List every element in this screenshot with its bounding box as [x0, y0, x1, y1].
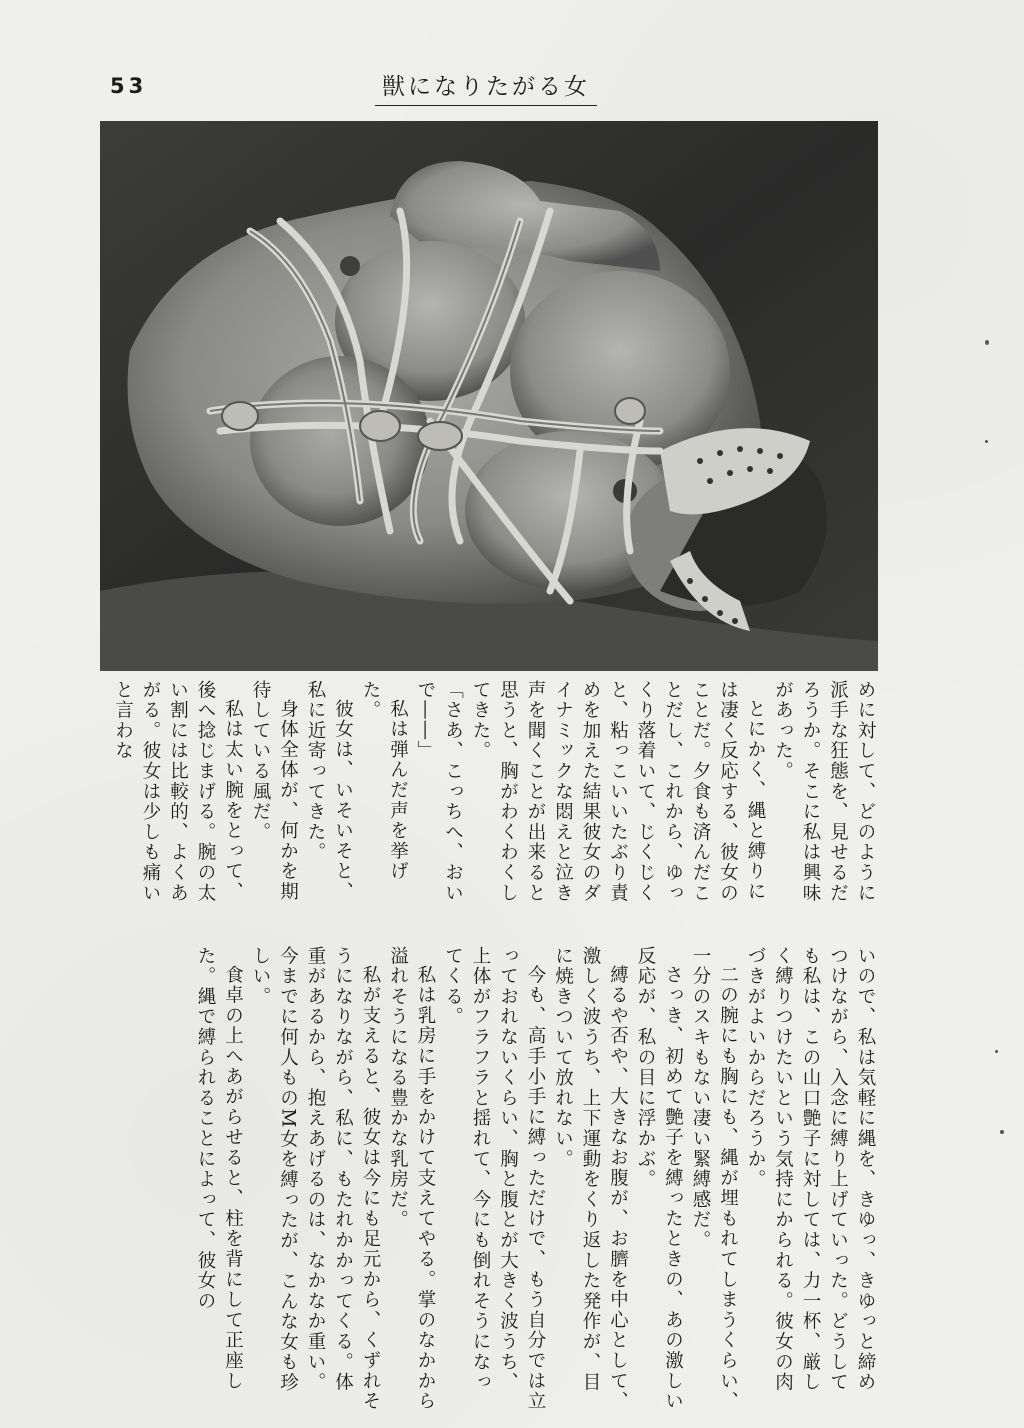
paragraph: とにかく、縄と縛りには凄く反応する、彼女のことだ。夕食も済んだことだし、これから、ゆっくり落着いて、じくじくと、粘っこいいたぶり責めを加えた結果彼女のダイナミックな悶えと泣き声を聞くことが出来ると思うと、胸がわくわくしてきた。	[470, 680, 766, 904]
speck	[985, 340, 989, 345]
lower-text-column	[97, 946, 879, 1412]
paragraph: 彼女は、いそいそと、私に近寄ってきた。	[305, 680, 354, 902]
paragraph: 私が支えると、彼女は今にも足元から、くずれそうになりながら、私に、もたれかかってくる。体重があるから、抱えあげるのは、なかなか重い。今までに何人ものM女を縛ったが、こんな女も珍しい。	[250, 946, 381, 1412]
paragraph: めに対して、どのように派手な狂態を、見せるだろうか。そこに私は興味があった。	[772, 680, 876, 904]
paragraph: いので、私は気軽に縄を、きゆっ、きゆっと締めつけながら、入念に縛り上げていった。どうしても私は、この山口艶子に対しては、力一杯、厳しく縛りつけたいという気持にかられる。彼女の肉づきがよいからだろうか。	[745, 946, 876, 1393]
paragraph: 縛るや否や、大きなお腹が、お臍を中心として、激しく波うち、上下運動をくり返した発作が、目に焼きついて放れない。	[552, 946, 629, 1412]
speck	[1000, 1130, 1004, 1134]
paragraph: 二の腕にも胸にも、縄が埋もれてしまうくらい、一分のスキもない凄い緊縛感だ。	[690, 946, 739, 1412]
photo-illustration	[100, 121, 878, 671]
paragraph: 私は乳房に手をかけて支えてやる。掌のなかから溢れそうになる豊かな乳房だ。	[387, 946, 436, 1412]
paragraph: 私は弾んだ声を挙げた。	[360, 680, 409, 882]
dialogue-line: 「さあ、こっちへ、おいで――」	[415, 680, 464, 904]
paragraph: 身体全体が、何かを期待している風だ。	[250, 680, 299, 902]
speck	[995, 1050, 998, 1053]
speck	[985, 440, 988, 443]
paragraph: さっき、初めて艶子を縛ったときの、あの激しい反応が、私の目に浮かぶ。	[635, 946, 684, 1412]
upper-text-column	[97, 680, 879, 920]
page-number: 53	[110, 74, 148, 98]
paragraph: 私は太い腕をとって、後へ捻じまげる。腕の太い割には比較的、よくあがる。彼女は少しも痛いと言わな	[112, 680, 244, 904]
running-title: 獣になりたがる女	[375, 68, 597, 106]
paragraph: 食卓の上へあがらせると、柱を背にして正座した。縄で縛られることによって、彼女の	[195, 946, 244, 1391]
rope-bondage-photograph	[100, 121, 878, 671]
paragraph: 今も、高手小手に縛っただけで、もう自分では立っておれないくらい、胸と腹とが大きく波うち、上体がフラフラと揺れて、今にも倒れそうになってくる。	[442, 946, 546, 1412]
